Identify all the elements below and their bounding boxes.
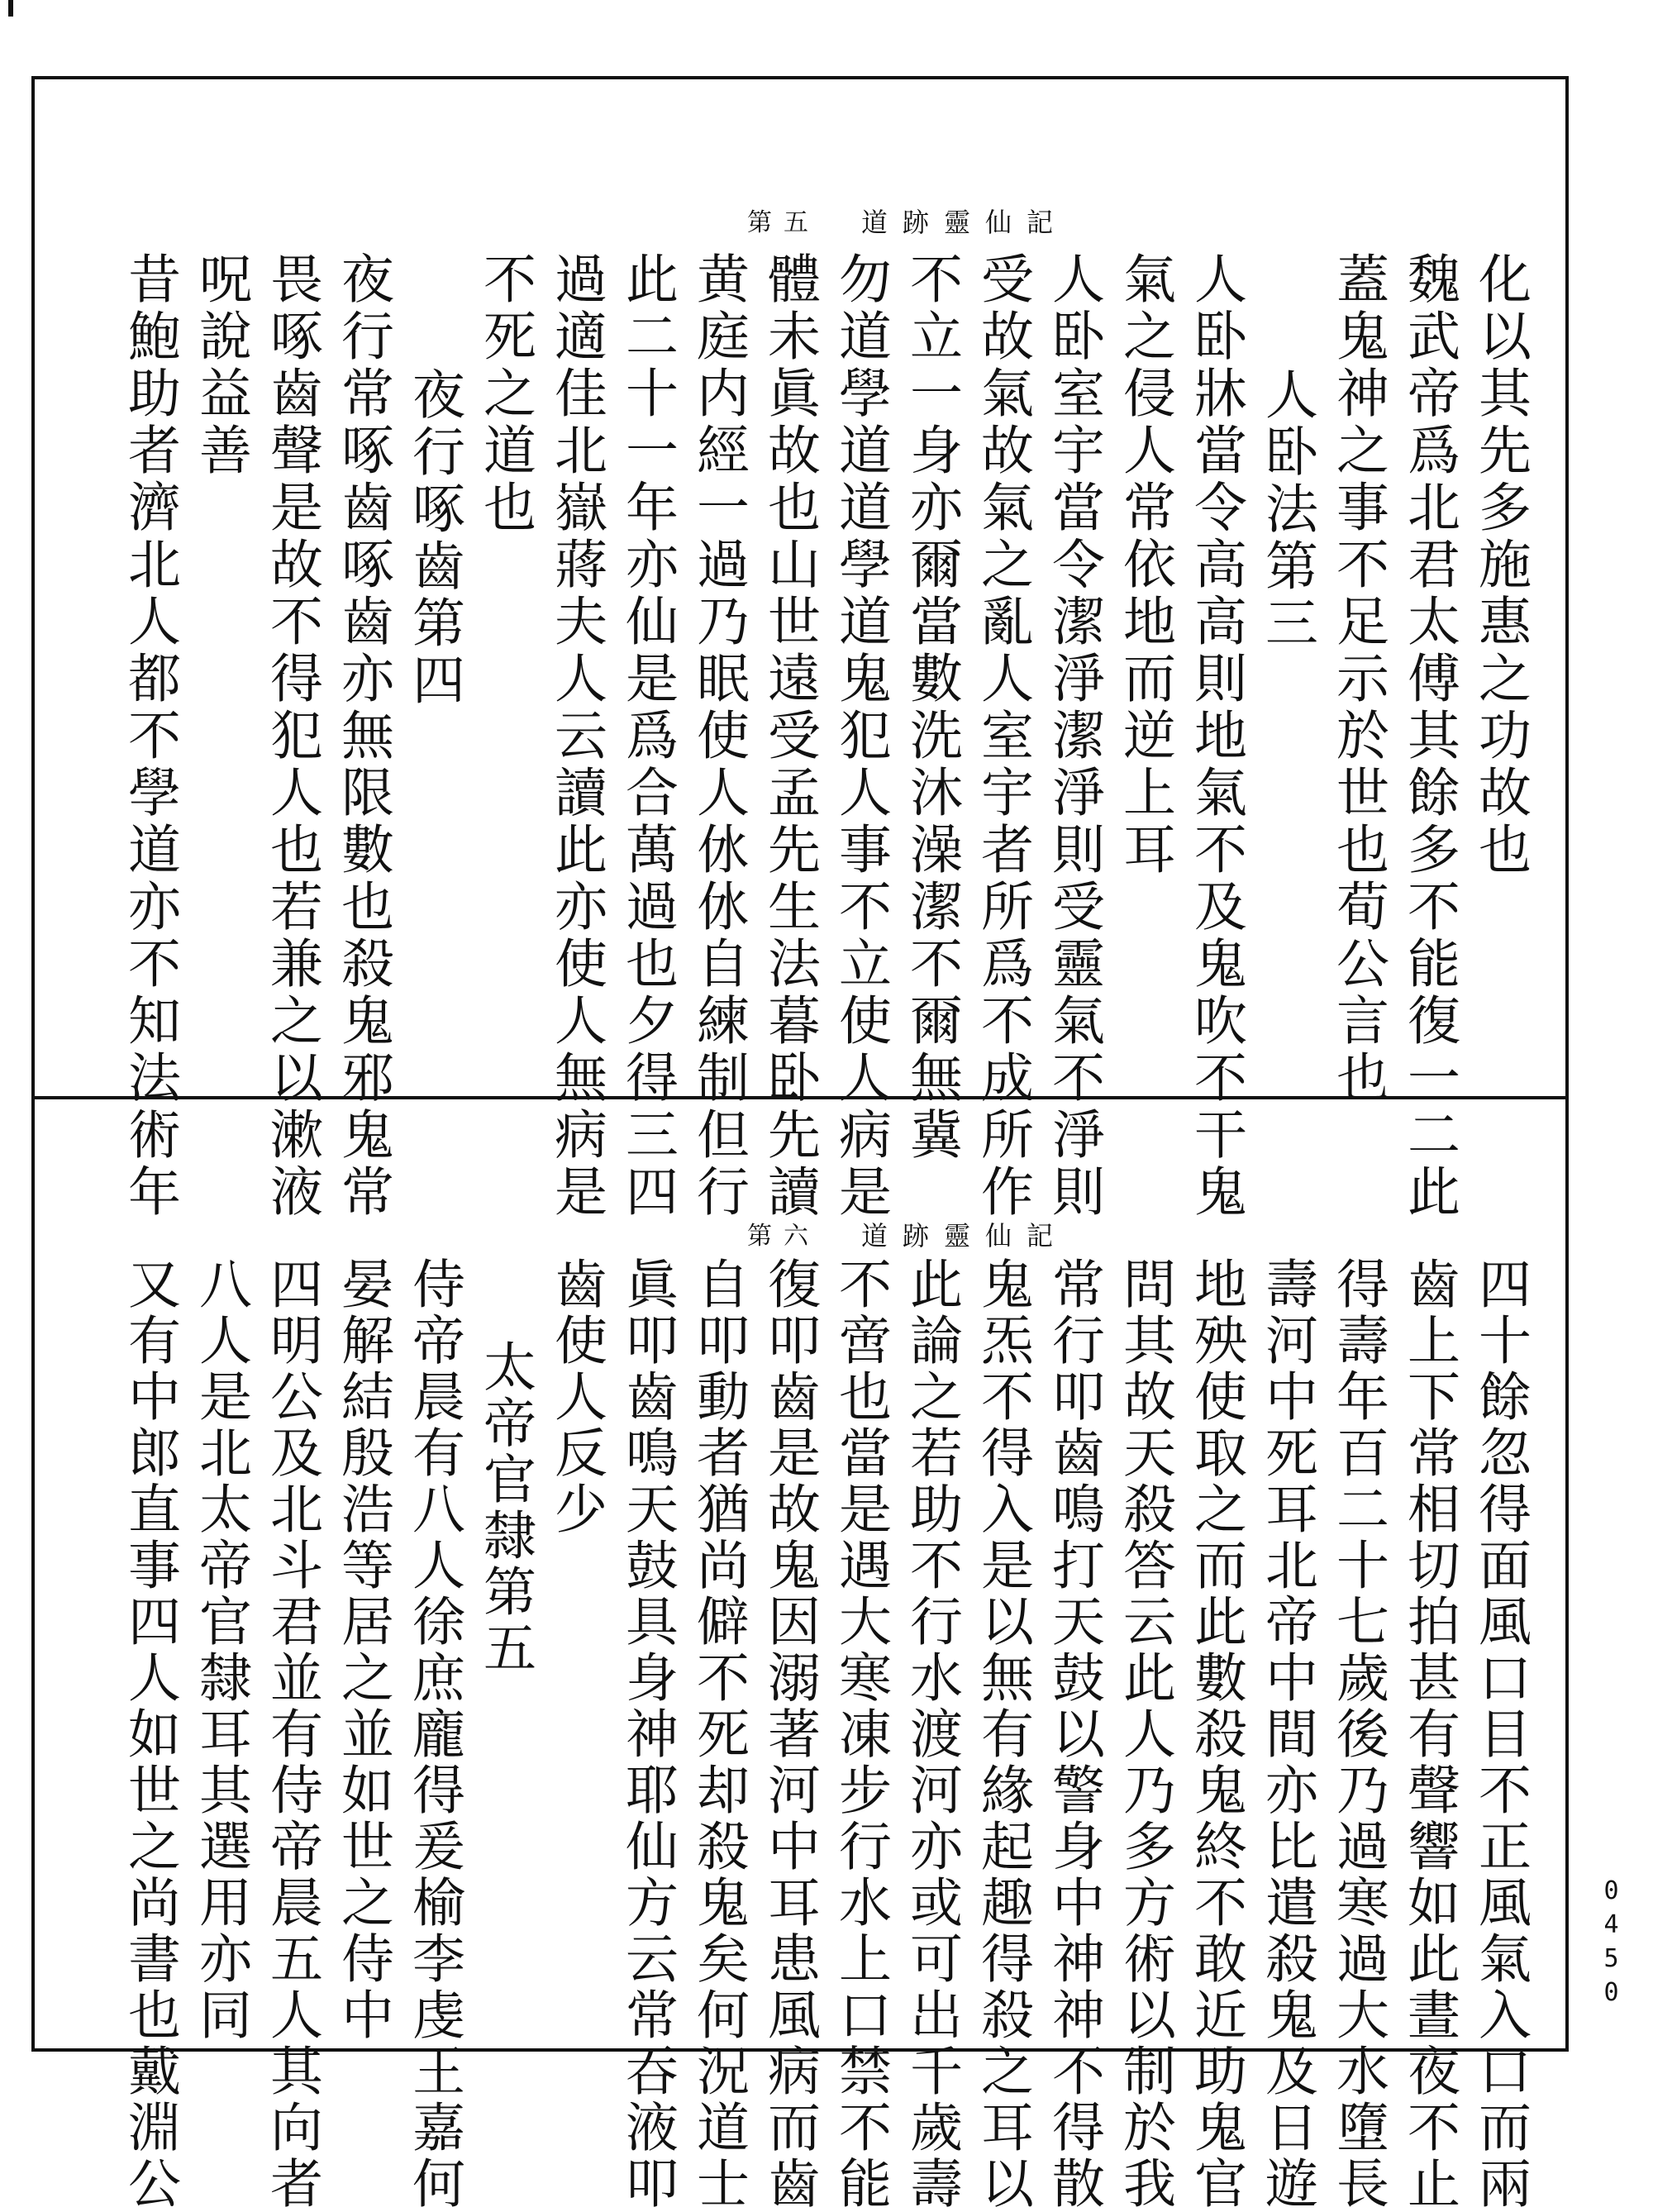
header-title: 道跡靈仙記 [861, 1220, 1069, 1251]
section-heading: 太帝官隸第五 [474, 1339, 536, 1676]
header-chapter: 第五 [747, 208, 820, 237]
text-column: 侍帝晨有八人徐庶龐得爰榆李虔王嘉何 [403, 1256, 464, 2212]
section-heading: 人卧法第三 [1256, 367, 1317, 652]
text-column: 地殃使取之而此數殺鬼終不敢近助鬼官 [1185, 1256, 1246, 2212]
text-column: 昔鮑助者濟北人都不學道亦不知法術年 [119, 251, 180, 1221]
text-column: 晏解結殷浩等居之並如世之侍中 [332, 1256, 393, 2043]
text-column: 不立一身亦爾當數洗沐澡潔不爾無冀 [901, 251, 962, 1164]
text-column: 體未眞故也山世遠受孟先生法暮卧先讀 [759, 251, 820, 1221]
text-column: 呪說益善 [190, 251, 251, 479]
text-column: 人卧室宇當令潔淨潔淨則受靈氣不淨則 [1043, 251, 1104, 1221]
text-column: 受故氣故氣之亂人室宇者所爲不成所作 [972, 251, 1033, 1221]
text-column: 此論之若助不行水渡河亦或可出千歲壽 [901, 1256, 962, 2212]
text-column: 過適佳北嶽蔣夫人云讀此亦使人無病是 [545, 251, 607, 1221]
section-heading: 夜行啄齒第四 [403, 367, 464, 709]
text-column: 夜行常啄齒啄齒亦無限數也殺鬼邪鬼常 [332, 251, 393, 1221]
text-columns [114, 1256, 1536, 2212]
text-column: 壽河中死耳北帝中間亦比遣殺鬼及日遊 [1256, 1256, 1317, 2212]
text-column: 黄庭内經一過乃眠使人㲻㲻自練制但行 [688, 251, 749, 1221]
text-column: 問其故天殺答云此人乃多方術以制於我 [1114, 1256, 1175, 2212]
text-column: 不啻也當是遇大寒凍步行水上口禁不能 [830, 1256, 891, 2212]
text-column: 眞叩齒鳴天鼓具身神耶仙方云常吞液叩 [617, 1256, 678, 2212]
text-column: 勿道學道道學道鬼犯人事不立使人病是 [830, 251, 891, 1221]
header-chapter: 第六 [747, 1222, 820, 1251]
text-column: 人卧牀當令高高則地氣不及鬼吹不干鬼 [1185, 251, 1246, 1221]
header-title: 道跡靈仙記 [861, 207, 1069, 238]
text-column: 常行叩齒鳴打天鼓以警身中神神不得散 [1043, 1256, 1104, 2212]
text-column: 復叩齒是故鬼因溺著河中耳患風病而齒 [759, 1256, 820, 2212]
text-column: 畏啄齒聲是故不得犯人也若兼之以漱液 [261, 251, 322, 1221]
text-column: 自叩動者猶尚僻不死却殺鬼矣何況道士 [688, 1256, 749, 2212]
text-column: 不死之道也 [474, 251, 536, 536]
text-column: 齒使人反少 [545, 1256, 607, 1537]
edge-mark [8, 0, 13, 17]
text-column: 四明公及北斗君並有侍帝晨五人其向者 [261, 1256, 322, 2212]
text-column: 化以其先多施惠之功故也 [1470, 251, 1531, 879]
text-column: 四十餘忽得面風口目不正風氣入口而兩 [1470, 1256, 1531, 2212]
text-column: 氣之侵人常依地而逆上耳 [1114, 251, 1175, 879]
text-column: 此二十一年亦仙是爲合萬過也夕得三四 [617, 251, 678, 1221]
page-number: 0450 [1597, 1876, 1626, 2012]
text-column: 八人是北太帝官隸耳其選用亦同 [190, 1256, 251, 2043]
text-columns [114, 251, 1536, 1221]
upper-page [35, 79, 1565, 1221]
text-column: 又有中郎直事四人如世之尚書也戴淵公 [119, 1256, 180, 2212]
text-column: 得壽年百二十七歲後乃過寒過大水墮長 [1327, 1256, 1389, 2212]
text-column: 齒上下常相切拍甚有聲響如此晝夜不止 [1398, 1256, 1460, 2212]
lower-page [35, 1099, 1565, 2212]
text-column: 魏武帝爲北君太傅其餘多不能復一二此 [1398, 251, 1460, 1221]
text-column: 鬼炁不得入是以無有緣起趣得殺之耳以 [972, 1256, 1033, 2212]
text-column: 蓋鬼神之事不足示於世也荀公言也 [1327, 251, 1389, 1107]
